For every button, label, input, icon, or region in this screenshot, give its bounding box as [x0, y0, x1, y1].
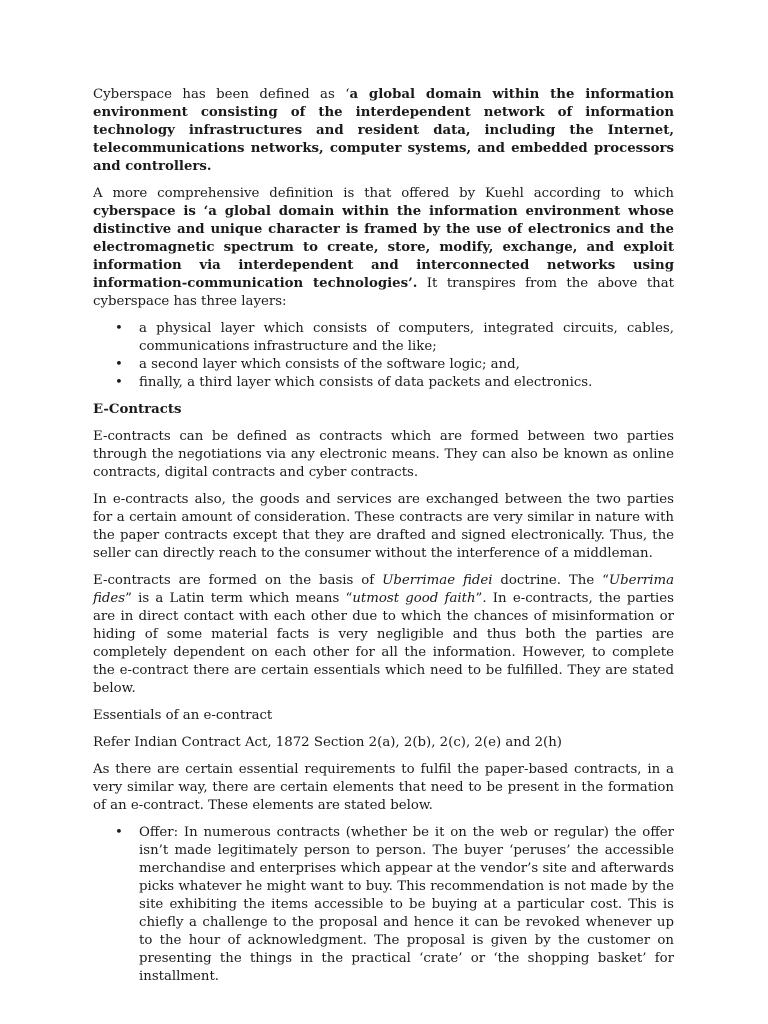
paragraph-econtract-definition: E-contracts can be defined as contracts which are formed between two parties through the negotiations via any electronic means. They can also be known as online contracts, digital contracts and cyber contracts. [93, 429, 674, 480]
bold-definition: a global domain within the information environment consisting of the interdependent network of information technology infrastructures and resident data, including the Internet, telecommunications networks, computer systems, and embedded processors and controllers. [93, 87, 674, 174]
paragraph-contract-act-reference: Refer Indian Contract Act, 1872 Section 2(a), 2(b), 2(c), 2(e) and 2(h) [93, 735, 562, 750]
bullet-icon: • [115, 825, 123, 840]
list-item: • a physical layer which consists of computers, integrated circuits, cables, communications infrastructure and the like; [115, 321, 674, 354]
list-item: • a second layer which consists of the software logic; and, [115, 357, 520, 372]
list-item: • Offer: In numerous contracts (whether be it on the web or regular) the offer isn’t made legitimately person to person. The buyer ‘peruses’ the accessible merchandise and enterprises which appear at the vendor’s site and afterwards picks whatever he might want to buy. This recommendation is not made by the site exhibiting the items accessible to be buying at a particular cost. This is chiefly a challenge to the proposal and hence it can be revoked whenever up to the hour of acknowledgment. The proposal is given by the customer on presenting the things in the practical ‘crate’ or ‘the shopping basket’ for installment. [115, 825, 674, 984]
econtract-elements-list [93, 824, 674, 986]
paragraph-essentials-title: Essentials of an e-contract [93, 708, 273, 723]
paragraph-cyberspace-definition: Cyberspace has been defined as ‘a global domain within the information environment consisting of the interdependent network of information technology infrastructures and resident data, including the Internet, telecommunications networks, computer systems, and embedded processors and controllers. [93, 87, 674, 174]
bullet-icon: • [115, 357, 123, 372]
paragraph-uberrimae-fidei: E-contracts are formed on the basis of Uberrimae fidei doctrine. The “Uberrima fides” is a Latin term which means “utmost good faith”. In e-contracts, the parties are in direct contact with each other due to which the chances of misinformation or hiding of some material facts is very negligible and thus both the parties are completely dependent on each other for all the information. However, to complete the e-contract there are certain essentials which need to be fulfilled. They are stated below. [93, 573, 675, 696]
bullet-icon: • [115, 321, 123, 336]
paragraph-econtract-exchange: In e-contracts also, the goods and services are exchanged between the two parties for a certain amount of consideration. These contracts are very similar in nature with the paper contracts except that they are drafted and signed electronically. Thus, the seller can directly reach to the consumer without the interference of a middleman. [93, 492, 674, 561]
list-item: • finally, a third layer which consists of data packets and electronics. [115, 375, 593, 390]
bold-kuehl-quote: cyberspace is ‘a global domain within the information environment whose distinctive and unique character is framed by the use of electronics and the electromagnetic spectrum to create, store, modify, exchange, and exploit information via interdependent and interconnected networks using information-communication technologies’. [93, 204, 674, 291]
cyberspace-layers-list [93, 320, 674, 392]
paragraph-essential-requirements: As there are certain essential requirements to fulfil the paper-based contracts, in a very similar way, there are certain elements that need to be present in the formation of an e-contract. These elements are stated below. [93, 762, 674, 813]
bullet-icon: • [115, 375, 123, 390]
section-heading-econtracts: E-Contracts [93, 402, 182, 417]
paragraph-kuehl-definition: A more comprehensive definition is that offered by Kuehl according to which cyberspace is ‘a global domain within the information environment whose distinctive and unique character is framed by the use of electronics and the electromagnetic spectrum to create, store, modify, exchange, and exploit information via interdependent and interconnected networks using information-communication technologies’. It transpires from the above that cyberspace has three layers: [93, 186, 674, 309]
